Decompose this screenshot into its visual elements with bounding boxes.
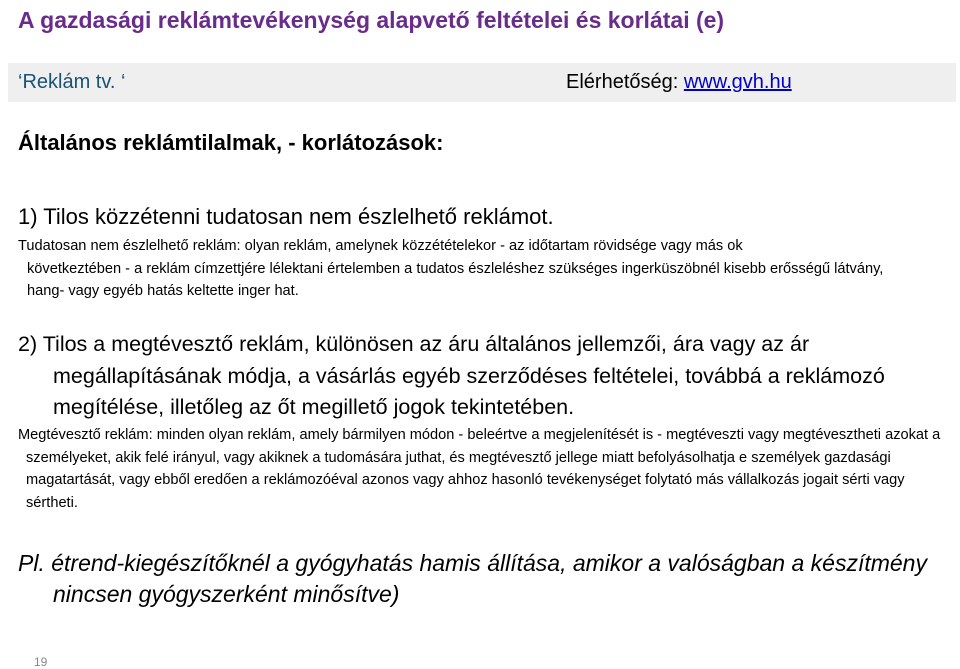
- point1-title: 1) Tilos közzétenni tudatosan nem észlelhető reklámot.: [18, 204, 554, 229]
- law-reference: ‘Reklám tv. ‘: [18, 71, 126, 93]
- availability-label: Elérhetőség:: [566, 71, 684, 93]
- point1-definition: [18, 235, 918, 303]
- example-text: Pl. étrend-kiegészítőknél a gyógyhatás hamis állítása, amikor a valóságban a készítmény nincsen gyógyszerként minősítve): [18, 550, 927, 607]
- point2-definition: Megtévesztő reklám: minden olyan reklám, amely bármilyen módon - beleértve a megjelenítését is - megtéveszti vagy megtévesztheti azokat a személyeket, akik felé irányul, vagy akiknek a tudomására juthat, és megtévesztő jellege miatt befolyásolhatja e személyek gazdasági magatartását, vagy ebből eredően a reklámozóéval azonos vagy ahhoz hasonló tevékenységet folytató más vállalkozás jogait sérti vagy sértheti.: [18, 427, 941, 511]
- page-number: 19: [34, 655, 48, 669]
- availability: [566, 69, 792, 95]
- point1-definition-rest: következtében - a reklám címzettjére lélektani értelemben a tudatos észleléshez szükséges ingerküszöbnél kisebb erősségű látvány, hang- vagy egyéb hatás keltette inger hat.: [27, 260, 884, 299]
- point1-definition-first-line: Tudatosan nem észlelhető reklám: olyan reklám, amelynek közzétételekor - az időtartam rövidsége vagy más ok: [18, 238, 743, 254]
- point2-title: 2) Tilos a megtévesztő reklám, különösen az áru általános jellemzői, ára vagy az ár megállapításának módja, a vásárlás egyéb szerződéses feltételei, továbbá a reklámozó megítélése, illetőleg az őt megillető jogok tekintetében.: [18, 332, 885, 419]
- gvh-link[interactable]: www.gvh.hu: [683, 71, 792, 93]
- slide-title: A gazdasági reklámtevékenység alapvető feltételei és korlátai (e): [18, 7, 725, 33]
- info-bar: [8, 63, 956, 102]
- section-heading: Általános reklámtilalmak, - korlátozások:: [18, 130, 444, 155]
